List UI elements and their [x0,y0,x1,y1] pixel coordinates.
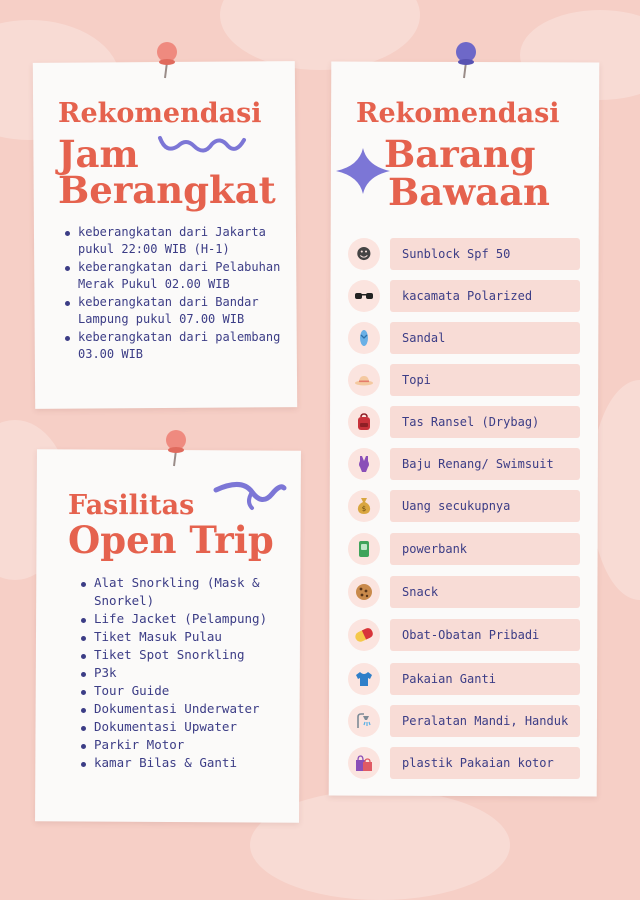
list-item [348,619,584,651]
jam-title-line3: Berangkat [58,168,276,212]
money-bag-icon [348,490,380,522]
list-item [348,533,584,565]
bow-decoration-icon [212,476,288,512]
list-item [348,448,584,480]
fasilitas-list [78,574,292,772]
list-item [348,705,584,737]
list-item: kamar Bilas & Ganti [78,754,292,772]
barang-title-line1: Rekomendasi [356,98,560,129]
list-item: Life Jacket (Pelampung) [78,610,292,628]
item-label: Peralatan Mandi, Handuk [390,705,580,737]
cookie-icon [348,576,380,608]
item-label: plastik Pakaian kotor [390,747,580,779]
jam-title-line1: Rekomendasi [58,98,262,129]
list-item: Tiket Spot Snorkling [78,646,292,664]
item-label: Snack [390,576,580,608]
list-item: keberangkatan dari Jakarta pukul 22:00 WIB (H-1) [62,224,294,257]
fasilitas-title-line2: Open Trip [68,518,274,562]
list-item [348,322,584,354]
item-label: Baju Renang/ Swimsuit [390,448,580,480]
list-item: P3k [78,664,292,682]
item-label: powerbank [390,533,580,565]
list-item: keberangkatan dari palembang 03.00 WIB [62,329,294,362]
barang-title-line3: Bawaan [388,170,550,214]
sunblock-icon: ☻ [348,238,380,270]
item-label: Sunblock Spf 50 [390,238,580,270]
squiggle-decoration-icon [156,132,248,158]
background-blob [220,0,420,70]
jam-list [62,224,294,364]
item-label: Uang secukupnya [390,490,580,522]
svg-text:$: $ [361,505,367,513]
list-item [348,747,584,779]
list-item [348,490,584,522]
shower-icon [348,705,380,737]
sandal-icon [348,322,380,354]
swimsuit-icon [348,448,380,480]
list-item: Dokumentasi Upwater [78,718,292,736]
item-label: Pakaian Ganti [390,663,580,695]
item-label: Obat-Obatan Pribadi [390,619,580,651]
sunglasses-icon [348,280,380,312]
list-item: Dokumentasi Underwater [78,700,292,718]
list-item: Alat Snorkling (Mask & Snorkel) [78,574,292,610]
jam-title-line2: Jam [58,132,139,176]
tshirt-icon [348,663,380,695]
barang-title-line2: Barang [384,132,536,176]
item-label: Topi [390,364,580,396]
pill-icon [348,619,380,651]
list-item: keberangkatan dari Pelabuhan Merak Pukul 02.00 WIB [62,259,294,292]
item-label: Tas Ransel (Drybag) [390,406,580,438]
item-label: kacamata Polarized [390,280,580,312]
list-item [348,576,584,608]
backpack-icon [348,406,380,438]
list-item: Parkir Motor [78,736,292,754]
list-item: Tiket Masuk Pulau [78,628,292,646]
pushpin-icon [162,428,190,468]
pushpin-icon [452,40,480,80]
list-item [348,238,584,270]
powerbank-icon [348,533,380,565]
fasilitas-title-line1: Fasilitas [68,490,195,521]
item-label: Sandal [390,322,580,354]
list-item [348,663,584,695]
list-item: keberangkatan dari Bandar Lampung pukul 07.00 WIB [62,294,294,327]
list-item [348,364,584,396]
shopping-bags-icon [348,747,380,779]
list-item [348,406,584,438]
pushpin-icon [153,40,181,80]
hat-icon [348,364,380,396]
list-item: Tour Guide [78,682,292,700]
list-item [348,280,584,312]
